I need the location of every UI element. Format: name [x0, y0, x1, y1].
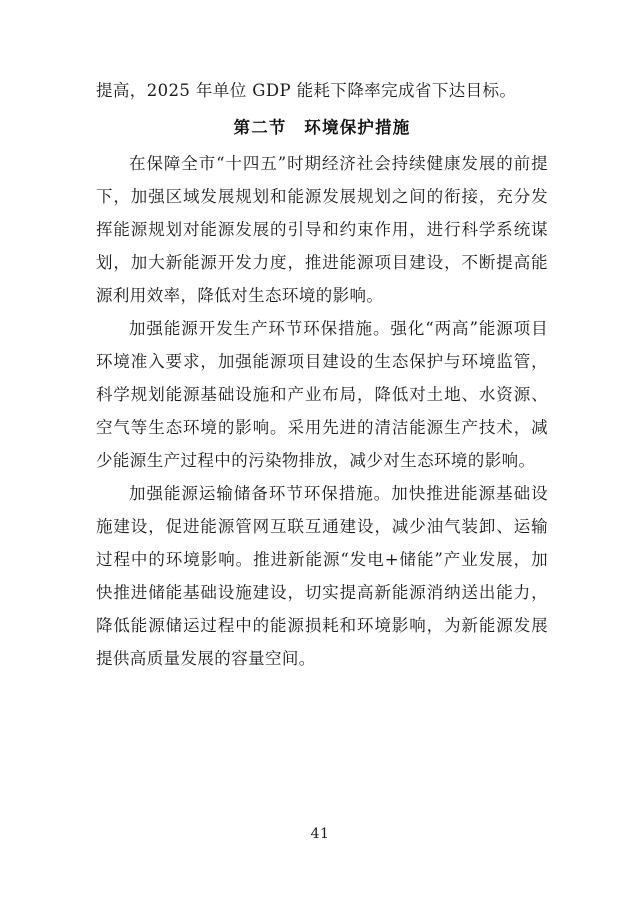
page-content: [96, 74, 548, 675]
page-number: 41: [310, 826, 330, 842]
section-heading: 第二节 环境保护措施: [233, 118, 411, 137]
body-paragraph-3: 加强能源运输储备环节环保措施。加快推进能源基础设施建设，促进能源管网互联互通建设，减少油气装卸、运输过程中的环境影响。推进新能源“发电+储能”产业发展，加快推进储能基础设施建设，切实提高新能源消纳送出能力，降低能源储运过程中的能源损耗和环境影响，为新能源发展提供高质量发展的容量空间。: [96, 484, 548, 668]
body-paragraph-2: 加强能源开发生产环节环保措施。强化“两高”能源项目环境准入要求，加强能源项目建设的生态保护与环境监管，科学规划能源基础设施和产业布局，降低对土地、水资源、空气等生态环境的影响。采用先进的清洁能源生产技术，减少能源生产过程中的污染物排放，减少对生态环境的影响。: [96, 319, 548, 470]
continuation-paragraph: 提高，2025 年单位 GDP 能耗下降率完成省下达目标。: [96, 81, 517, 100]
body-paragraph-1: 在保障全市“十四五”时期经济社会持续健康发展的前提下，加强区域发展规划和能源发展规划之间的衔接，充分发挥能源规划对能源发展的引导和约束作用，进行科学系统谋划，加大新能源开发力度，推进能源项目建设，不断提高能源利用效率，降低对生态环境的影响。: [96, 154, 548, 305]
